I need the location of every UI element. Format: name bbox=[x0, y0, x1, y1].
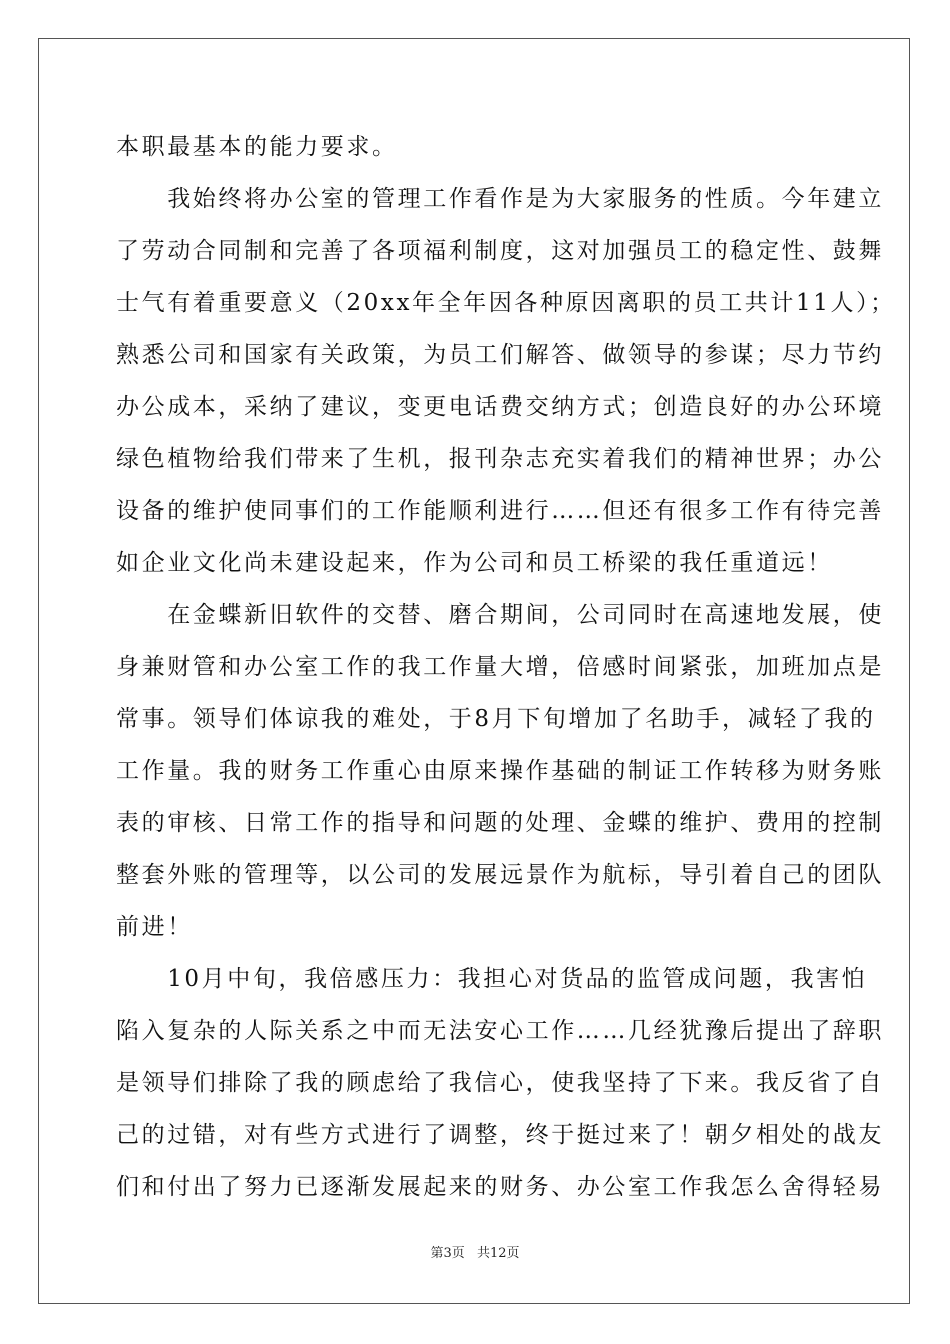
text-line: 身兼财管和办公室工作的我工作量大增，倍感时间紧张，加班加点是 bbox=[116, 654, 884, 680]
text-line: 我始终将办公室的管理工作看作是为大家服务的性质。今年建立 bbox=[116, 186, 884, 212]
text-line: 常事。领导们体谅我的难处，于8月下旬增加了名助手，减轻了我的 bbox=[116, 706, 876, 732]
text-line: 己的过错，对有些方式进行了调整，终于挺过来了！朝夕相处的战友 bbox=[116, 1122, 884, 1148]
text-line: 本职最基本的能力要求。 bbox=[116, 134, 398, 160]
text-line: 在金蝶新旧软件的交替、磨合期间，公司同时在高速地发展，使 bbox=[116, 602, 884, 628]
text-line: 是领导们排除了我的顾虑给了我信心，使我坚持了下来。我反省了自 bbox=[116, 1070, 884, 1096]
text-line: 工作量。我的财务工作重心由原来操作基础的制证工作转移为财务账 bbox=[116, 758, 884, 784]
text-line: 整套外账的管理等，以公司的发展远景作为航标，导引着自己的团队 bbox=[116, 862, 884, 888]
text-line: 们和付出了努力已逐渐发展起来的财务、办公室工作我怎么舍得轻易 bbox=[116, 1174, 884, 1200]
text-line: 前进！ bbox=[116, 914, 193, 940]
page-number: 第3页 bbox=[430, 1246, 465, 1261]
text-line: 熟悉公司和国家有关政策，为员工们解答、做领导的参谋；尽力节约 bbox=[116, 342, 884, 368]
text-line: 士气有着重要意义（20xx年全年因各种原因离职的员工共计11人）； bbox=[116, 290, 896, 316]
text-line: 表的审核、日常工作的指导和问题的处理、金蝶的维护、费用的控制 bbox=[116, 810, 884, 836]
text-line: 了劳动合同制和完善了各项福利制度，这对加强员工的稳定性、鼓舞 bbox=[116, 238, 884, 264]
page-total: 共12页 bbox=[476, 1246, 520, 1261]
text-line: 陷入复杂的人际关系之中而无法安心工作……几经犹豫后提出了辞职 bbox=[116, 1018, 884, 1044]
text-line: 如企业文化尚未建设起来，作为公司和员工桥梁的我任重道远！ bbox=[116, 550, 833, 576]
text-line: 设备的维护使同事们的工作能顺利进行……但还有很多工作有待完善 bbox=[116, 498, 884, 524]
text-line: 10月中旬，我倍感压力：我担心对货品的监管成问题，我害怕 bbox=[116, 966, 868, 992]
text-line: 绿色植物给我们带来了生机，报刊杂志充实着我们的精神世界；办公 bbox=[116, 446, 884, 472]
text-line: 办公成本，采纳了建议，变更电话费交纳方式；创造良好的办公环境 bbox=[116, 394, 884, 420]
page-footer bbox=[0, 1246, 950, 1262]
